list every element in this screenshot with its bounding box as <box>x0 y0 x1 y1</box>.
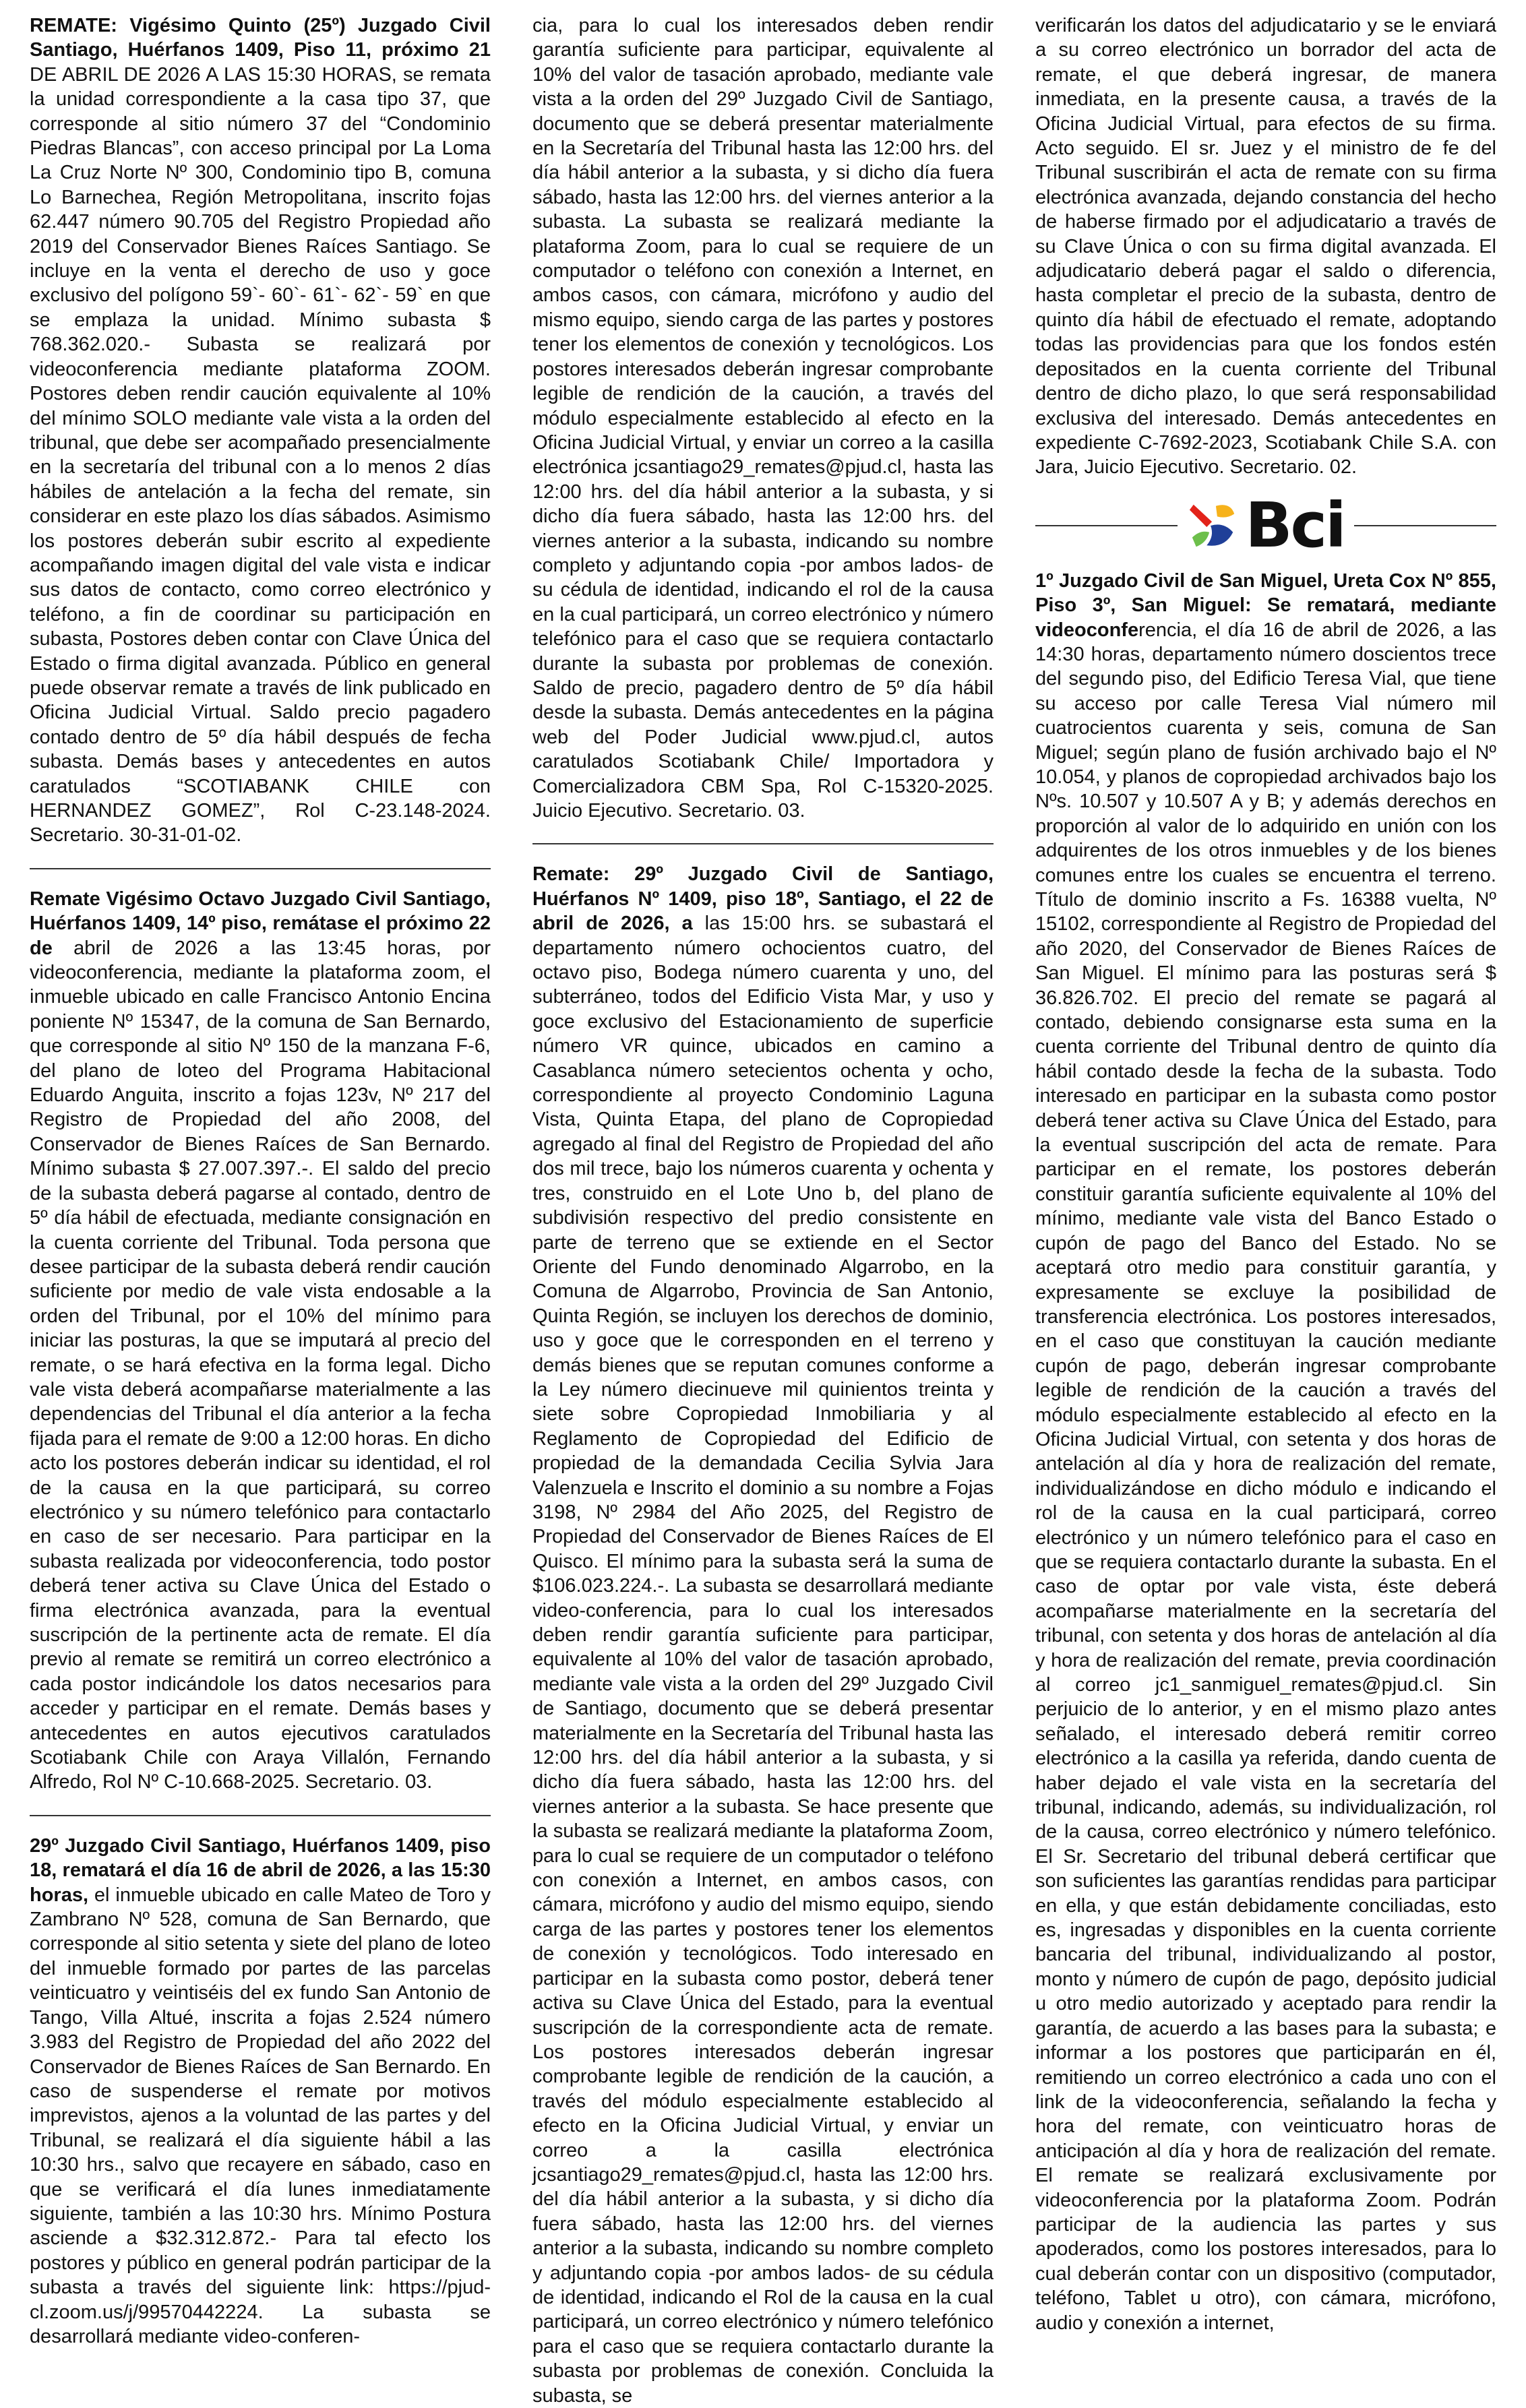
notice-divider <box>30 1815 491 1816</box>
bci-logo <box>1187 489 1345 561</box>
notice-28-juzgado <box>30 887 491 1795</box>
notice-29-juzgado-san-bernardo <box>30 1834 491 2349</box>
notice-divider <box>30 868 491 869</box>
logo-divider-left <box>1035 525 1178 526</box>
notice-body: verificarán los datos del adjudicatario y se le enviará a su correo electrónico un borrador del acta de remate, el que deberá ingresar, de manera inmediata, en la presente causa, a través de la Oficina Judicial Virtual, para efectos de su firma. Acto seguido. El sr. Juez y el ministro de fe del Tribunal suscribirán el acta de remate con su firma electrónica avanzada, dejando constancia del hecho de haberse firmado por el adjudicatario a través de su Clave Única o con su firma digital avanzada. El adjudicatario deberá pagar el saldo o diferencia, hasta completar el precio de la subasta, dentro de quinto día hábil de efectuado el remate, adoptando todas las providencias para que los fondos estén depositados en la cuenta corriente del Tribunal dentro de dicho plazo, lo que será responsabilidad exclusiva del interesado. Demás antecedentes en expediente C-7692-2023, Scotiabank Chile S.A. con Jara, Juicio Ejecutivo. Secretario. 02. <box>1035 15 1496 478</box>
notice-29-juzgado-algarrobo <box>532 862 994 2408</box>
notice-body: rencia, el día 16 de abril de 2026, a las 14:30 horas, departamento número doscientos trece del segundo piso, del Edificio Teresa Vial, que tiene su acceso por calle Teresa Vial número mil cuatrocientos cuarenta y seis, comuna de San Miguel; según plano de fusión archivado bajo el Nº 10.054, y planos de copropiedad archivados bajo los Nºs. 10.507 y 10.507 A y B; y además derechos en proporción al valor de lo adquirido en unión con los adquirentes de los otros inmuebles y de los bienes comunes entre los cuales se encuentra el terreno. Título de dominio inscrito a Fs. 16388 vuelta, Nº 15102, correspondiente al Registro de Propiedad del año 2020, del Conservador de Bienes Raíces de San Miguel. El mínimo para las posturas será $ 36.826.702. El precio del remate se pagará al contado, debiendo consignarse esta suma en la cuenta corriente del Tribunal dentro de quinto día hábil contado desde la fecha de la subasta. Todo interesado en participar en la subasta como postor deberá tener activa su Clave Única del Estado, para la eventual suscripción del acta de remate. Para participar en el remate, los postores deberán constituir garantía suficiente equivalente al 10% del mínimo, mediante vale vista del Banco Estado o cupón de pago del Banco del Estado. No se aceptará otro medio para constituir garantía, y expresamente se excluye la posibilidad de transferencia electrónica. Los postores interesados, en el caso que constituyan la caución mediante cupón de pago, deberán ingresar comprobante legible de rendición de la caución a través del módulo especialmente establecido al efecto en la Oficina Judicial Virtual, con setenta y dos horas de antelación al día y hora de realización del remate, individualizándose en dicho módulo e indicando el rol de la causa en la cual participará, correo electrónico y un número telefónico para el caso en que se requiera contactarlo durante la subasta. En el caso de optar por vale vista, éste deberá acompañarse materialmente en la secretaría del tribunal, con setenta y dos horas de antelación al día y hora de realización del remate, previa coordinación al correo jc1_sanmiguel_remates@pjud.cl. Sin perjuicio de lo anterior, y en el mismo plazo antes señalado, el interesado deberá remitir correo electrónico a la casilla ya referida, dando cuenta de haber dejado el vale vista en la secretaría del tribunal, indicando, además, su individualización, rol de la causa, correo electrónico y número telefónico. El Sr. Secretario del tribunal deberá certificar que son suficientes las garantías rendidas para participar en ella, y que están debidamente conciliadas, esto es, ingresadas y disponibles en la cuenta corriente bancaria del tribunal, individualizando al postor, monto y número de cupón de pago, depósito judicial u otro medio autorizado y aceptado para rendir la garantía, de acuerdo a las bases para la subasta; e informar a los postores que participarán en él, remitiendo un correo electrónico a cada uno con el link de la videoconferencia, señalando la fecha y hora del remate, con veinticuatro horas de anticipación al día y hora de realización del remate. El remate se realizará exclusivamente por videoconferencia por la plataforma Zoom. Podrán participar de la audiencia las partes y sus apoderados, como los postores interesados, para lo cual deberán contar con un dispositivo (computador, teléfono, Tablet u otro), con cámara, micrófono, audio y conexión a internet, <box>1035 619 1496 2334</box>
notice-divider <box>532 843 994 844</box>
notice-columns <box>30 13 1496 2407</box>
notice-heading: Remate: 29º Juzgado Civil de Santiago, Huérfanos Nº 1409, piso 18º, Santiago, el 22 de abril de 2026, a <box>532 863 994 935</box>
column-1 <box>30 13 491 2408</box>
notice-body: cia, para lo cual los interesados deben rendir garantía suficiente para participar, equivalente al 10% del valor de tasación aprobado, mediante vale vista a la orden del 29º Juzgado Civil de Santiago, documento que se deberá presentar materialmente en la Secretaría del Tribunal hasta las 12:00 hrs. del día hábil anterior a la subasta, y si dicho día fuera sábado, hasta las 12:00 hrs. del viernes anterior a la subasta. La subasta se realizará mediante la plataforma Zoom, para lo cual se requiere de un computador o teléfono con conexión a Internet, en ambos casos, con cámara, micrófono y audio del mismo equipo, siendo carga de las partes y postores tener los elementos de conexión y tecnológicos. Los postores interesados deberán ingresar comprobante legible de rendición de la caución, a través del módulo especialmente establecido al efecto en la Oficina Judicial Virtual, y enviar un correo a la casilla electrónica jcsantiago29_remates@pjud.cl, hasta las 12:00 hrs. del día hábil anterior a la subasta, y si dicho día fuera sábado, hasta las 12:00 hrs. del viernes anterior a la subasta, indicando su nombre completo y adjuntando copia -por ambos lados- de su cédula de identidad, indicando el rol de la causa en la cual participará, un correo electrónico y número telefónico para el caso que se requiera contactarlo durante la subasta por problemas de conexión. Saldo de precio, pagadero dentro de 5º día hábil desde la subasta. Demás antecedentes en la página web del Poder Judicial www.pjud.cl, autos caratulados Scotiabank Chile/ Importadora y Comercializadora CBM Spa, Rol C-15320-2025. Juicio Ejecutivo. Secretario. 03. <box>532 15 994 822</box>
notice-body: las 15:00 hrs. se subastará el departamento número ochocientos cuatro, del octavo piso, Bodega número cuarenta y uno, del subterráneo, todos del Edificio Vista Mar, y uso y goce exclusivo del Estacionamiento de superficie número VR quince, ubicados en camino a Casablanca número setecientos ochenta y ocho, correspondiente al proyecto Condominio Laguna Vista, Quinta Etapa, del plano de Copropiedad agregado al final del Registro de Propiedad del año dos mil trece, bajo los números cuarenta y ochenta y tres, construido en el Lote Uno b, del plano de subdivisión respectivo del predio consistente en parte de terreno que se extiende en el Sector Oriente del Fundo denominado Algarrobo, en la Comuna de Algarrobo, Provincia de San Antonio, Quinta Región, se incluyen los derechos de dominio, uso y goce que le corresponden en el terreno y demás bienes que se reputan comunes conforme a la Ley número diecinueve mil quinientos treinta y siete sobre Copropiedad Inmobiliaria y al Reglamento de Copropiedad del Edificio de propiedad de la demandada Cecilia Sylvia Jara Valenzuela e Inscrito el dominio a su nombre a Fojas 3198, Nº 2984 del Año 2025, del Registro de Propiedad del Conservador de Bienes Raíces de El Quisco. El mínimo para la subasta será la suma de $106.023.224.-. La subasta se desarrollará mediante video-conferencia, para lo cual los interesados deben rendir garantía suficiente para participar, equivalente al 10% del valor de tasación aprobado, mediante vale vista a la orden del 29º Juzgado Civil de Santiago, documento que se deberá presentar materialmente en la Secretaría del Tribunal hasta las 12:00 hrs. del día hábil anterior a la subasta, y si dicho día fuera sábado, hasta las 12:00 hrs. del viernes anterior a la subasta. Se hace presente que la subasta se realizará mediante la plataforma Zoom, para lo cual se requiere de un computador o teléfono con conexión a Internet, en ambos casos, con cámara, micrófono y audio del mismo equipo, siendo carga de las partes y postores tener los elementos de conexión y tecnológicos. Todo interesado en participar en la subasta como postor, deberá tener activa su Clave Única del Estado, para la eventual suscripción de la correspondiente acta de remate. Los postores interesados deberán ingresar comprobante legible de rendición de la caución, a través del módulo especialmente establecido al efecto en la Oficina Judicial Virtual, y enviar un correo a la casilla electrónica jcsantiago29_remates@pjud.cl, hasta las 12:00 hrs. del día hábil anterior a la subasta, y si dicho día fuera sábado, hasta las 12:00 hrs. del viernes anterior a la subasta, indicando su nombre completo y adjuntando copia -por ambos lados- de su cédula de identidad, indicando el Rol de la causa en la cual participará, un correo electrónico y número telefónico para el caso que se requiera contactarlo durante la subasta por problemas de conexión. Concluida la subasta, se <box>532 913 994 2407</box>
notice-body: DE ABRIL DE 2026 A LAS 15:30 HORAS, se remata la unidad correspondiente a la casa tipo 37, que corresponde al sitio número 37 del “Condominio Piedras Blancas”, con acceso principal por La Loma La Cruz Norte Nº 300, Condominio tipo B, comuna Lo Barnechea, Región Metropolitana, inscrito fojas 62.447 número 90.705 del Registro Propiedad año 2019 del Conservador Bienes Raíces Santiago. Se incluye en la venta el derecho de uso y goce exclusivo del polígono 59`- 60`- 61`- 62`- 59` en que se emplaza la unidad. Mínimo subasta $ 768.362.020.- Subasta se realizará por videoconferencia mediante plataforma ZOOM. Postores deben rendir caución equivalente al 10% del mínimo SOLO mediante vale vista a la orden del tribunal, que debe ser acompañado presencialmente en la secretaría del tribunal con a lo menos 2 días hábiles de antelación a la fecha del remate, sin considerar en este plazo los días sábados. Asimismo los postores deberán subir escrito al expediente acompañando imagen digital del vale vista e indicar sus datos de contacto, como correo electrónico y teléfono, a fin de coordinar su participación en subasta, Postores deben contar con Clave Única del Estado o firma digital avanzada. Público en general puede observar remate a través de link publicado en Oficina Judicial Virtual. Saldo precio pagadero contado dentro de 5º día hábil después de fecha subasta. Demás bases y antecedentes en autos caratulados “SCOTIABANK CHILE con HERNANDEZ GOMEZ”, Rol C-23.148-2024. Secretario. 30-31-01-02. <box>30 63 491 846</box>
notice-25-juzgado <box>30 13 491 848</box>
notice-body: abril de 2026 a las 13:45 horas, por videoconferencia, mediante la plataforma zoom, el inmueble ubicado en calle Francisco Antonio Encina poniente Nº 15347, de la comuna de San Bernardo, que corresponde al sitio Nº 150 de la manzana F-6, del plano de loteo del Programa Habitacional Eduardo Anguita, inscrito a fojas 123v, Nº 217 del Registro de Propiedad del año 2008, del Conservador de Bienes Raíces de San Bernardo. Mínimo subasta $ 27.007.397.-. El saldo del precio de la subasta deberá pagarse al contado, dentro de 5º día hábil de efectuada, mediante consignación en la cuenta corriente del Tribunal. Toda persona que desee participar de la subasta deberá rendir caución suficiente por medio de vale vista endosable a la orden del Tribunal, por el 10% del mínimo para iniciar las posturas, la que se imputará al precio del remate, o se hará efectiva en la forma legal. Dicho vale vista deberá acompañarse materialmente a las dependencias del Tribunal el día anterior a la fecha fijada para el remate de 9:00 a 12:00 horas. En dicho acto los postores deberán indicar su identidad, el rol de la causa en la que participará, su correo electrónico y su número telefónico para contactarlo en caso de ser necesario. Para participar en la subasta realizada por videoconferencia, todo postor deberá tener activa su Clave Única del Estado o firma electrónica avanzada, para la eventual suscripción de la pertinente acta de remate. El día previo al remate se remitirá un correo electrónico a cada postor indicándole los datos necesarios para acceder y participar en el remate. Demás bases y antecedentes en autos ejecutivos caratulados Scotiabank Chile con Araya Villalón, Fernando Alfredo, Rol Nº C-10.668-2025. Secretario. 03. <box>30 937 491 1793</box>
notice-heading: 1º Juzgado Civil de San Miguel, Ureta Cox Nº 855, Piso 3º, San Miguel: Se rematará, mediante videoconfe <box>1035 569 1496 641</box>
bci-logo-icon <box>1187 499 1240 552</box>
bci-advertiser-block <box>1035 489 1496 561</box>
column-3 <box>1035 13 1496 2408</box>
column-2 <box>532 13 994 2408</box>
notice-29-juzgado-san-bernardo-continued <box>532 13 994 823</box>
bci-logo-text: Bci <box>1245 489 1345 561</box>
notice-body: el inmueble ubicado en calle Mateo de Toro y Zambrano Nº 528, comuna de San Bernardo, que corresponde al sitio setenta y siete del plano de loteo del inmueble formado por partes de las parcelas veinticuatro y veintiséis del ex fundo San Antonio de Tango, Villa Altué, inscrita a fojas 2.524 número 3.983 del Registro de Propiedad del año 2022 del Conservador de Bienes Raíces de San Bernardo. En caso de suspenderse el remate por motivos imprevistos, ajenos a la voluntad de las partes y del Tribunal, se realizará el día siguiente hábil a las 10:30 hrs., salvo que recayere en sábado, caso en que se verificará el día lunes inmediatamente siguiente, también a las 10:30 hrs. Mínimo Postura asciende a $32.312.872.- Para tal efecto los postores y público en general podrán participar de la subasta a través del siguiente link: https://pjud-cl.zoom.us/j/99570442224. La subasta se desarrollará mediante video-conferen- <box>30 1884 491 2347</box>
notice-heading: REMATE: Vigésimo Quinto (25º) Juzgado Civil Santiago, Huérfanos 1409, Piso 11, próximo 21 <box>30 15 491 61</box>
notice-heading: Remate Vigésimo Octavo Juzgado Civil Santiago, Huérfanos 1409, 14º piso, remátase el próximo 22 de <box>30 888 491 959</box>
notice-heading: 29º Juzgado Civil Santiago, Huérfanos 1409, piso 18, rematará el día 16 de abril de 2026, a las 15:30 horas, <box>30 1834 491 1906</box>
notice-1-juzgado-san-miguel <box>1035 569 1496 2335</box>
notice-29-juzgado-algarrobo-continued <box>1035 13 1496 480</box>
logo-divider-right <box>1354 525 1496 526</box>
